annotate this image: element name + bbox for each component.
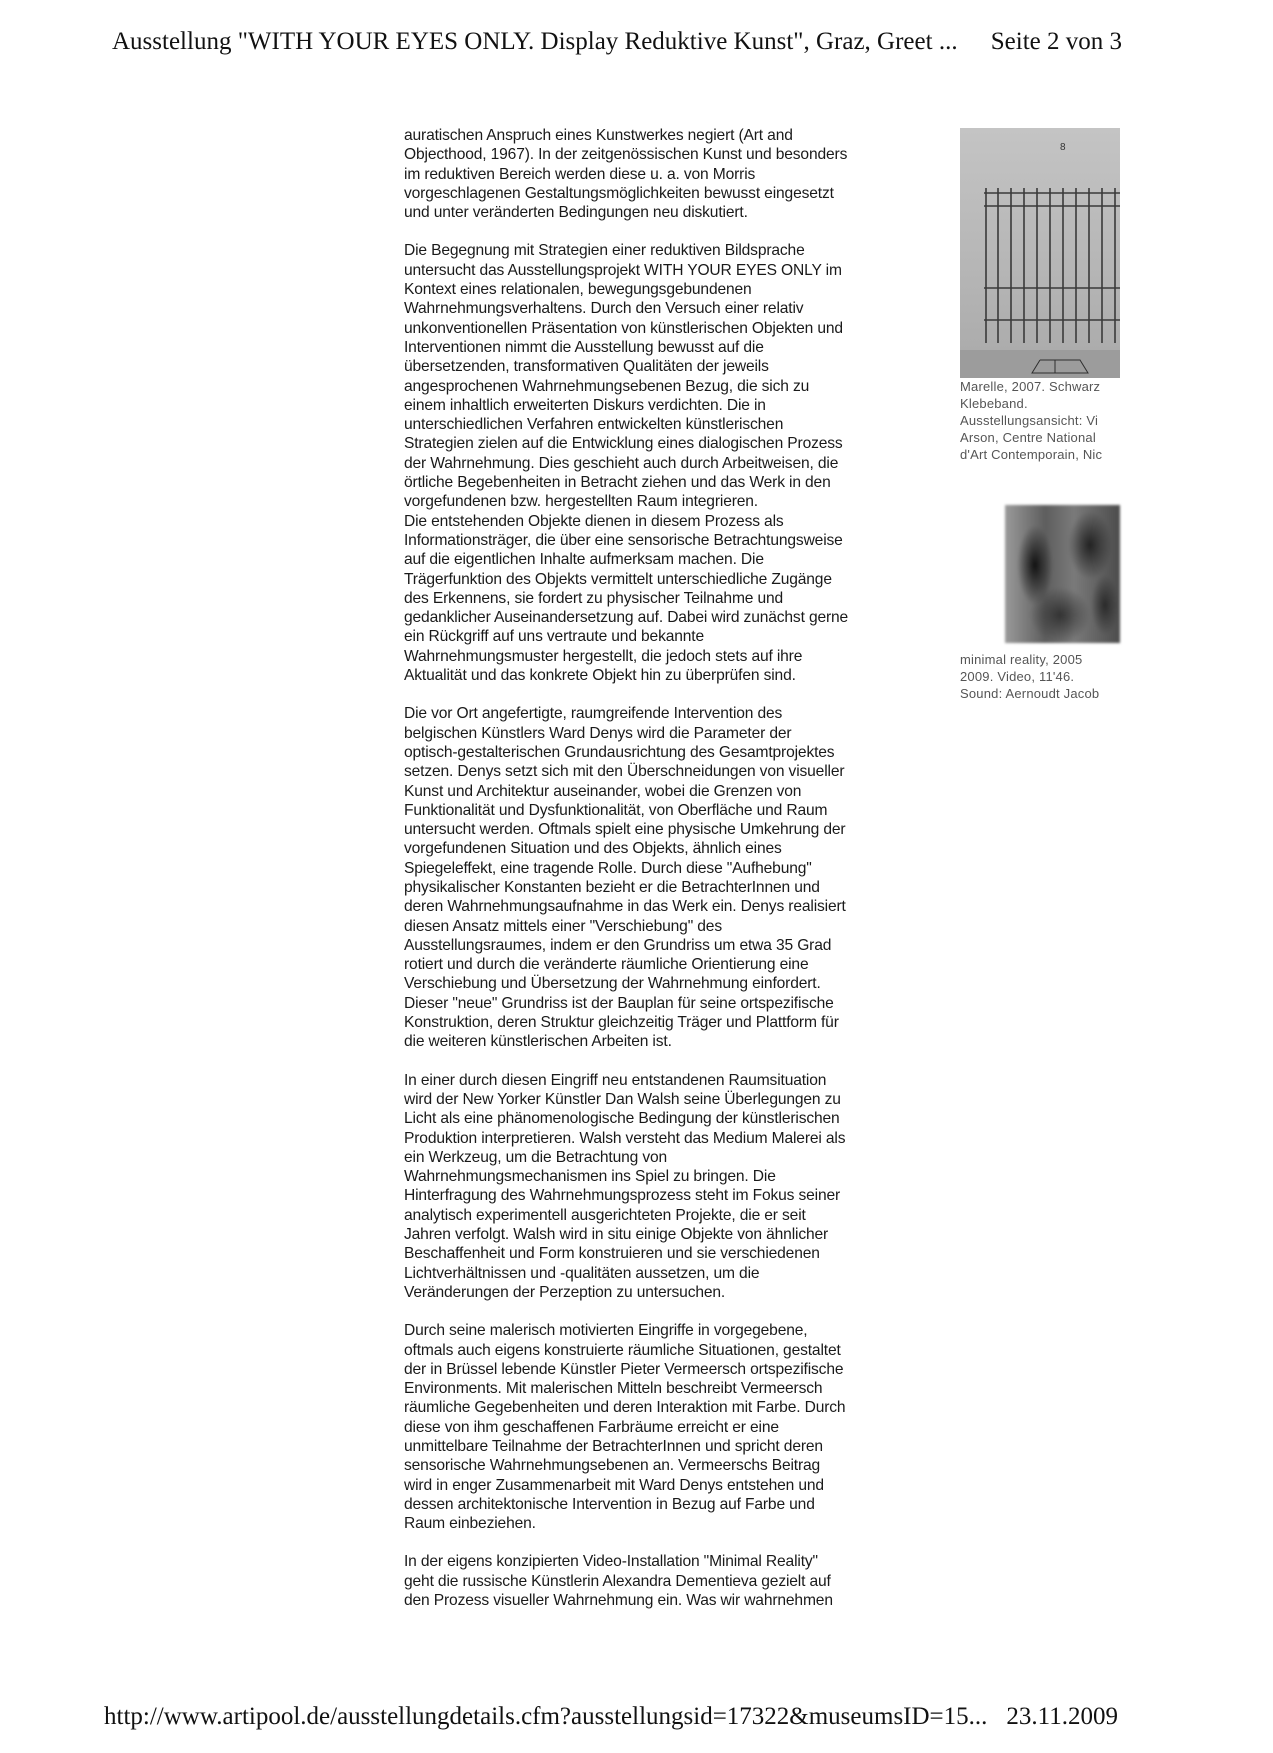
source-url: http://www.artipool.de/ausstellungdetails.cfm?ausstellungsid=17322&museumsID=15... bbox=[104, 1703, 988, 1730]
article-paragraph: In der eigens konzipierten Video-Installation "Minimal Reality" geht die russische Künstlerin Alexandra Dementieva gezielt auf den Prozess visueller Wahrnehmung ein. Was wir wahrnehmen bbox=[404, 1553, 833, 1610]
article-body bbox=[404, 126, 924, 1629]
article-paragraph: Durch seine malerisch motivierten Eingriffe in vorgegebene, oftmals auch eigens konstruierte räumliche Situationen, gestaltet der in Brüssel lebende Künstler Pieter Vermeersch ortspezifische Environments. Mit malerischen Mitteln beschreibt Vermeersch räumliche Gegebenheiten und deren Interaktion mit Farbe. Durch diese von ihm geschaffenen Farbräume erreicht er eine unmittelbare Teilnahme der BetrachterInnen und spricht deren sensorische Wahrnehmungsebenen an. Vermeerschs Beitrag wird in enger Zusammenarbeit mit Ward Denys entstehen und dessen architektonische Intervention in Bezug auf Farbe und Raum einbeziehen. bbox=[404, 1322, 846, 1533]
marelle-installation-photo bbox=[960, 128, 1120, 378]
video-still-image bbox=[1005, 505, 1120, 643]
document-title: Ausstellung "WITH YOUR EYES ONLY. Display Reduktive Kunst", Graz, Greet ... bbox=[112, 28, 958, 55]
figure-caption: Marelle, 2007. Schwarz Klebeband. Ausstellungsansicht: Vi Arson, Centre National d'Art Contemporain, Nic bbox=[960, 379, 1103, 462]
article-paragraph: Die vor Ort angefertigte, raumgreifende Intervention des belgischen Künstlers Ward Denys wird die Parameter der optisch-gestalterischen Grundausrichtung des Gesamtprojektes setzen. Denys setzt sich mit den Überschneidungen von visueller Kunst und Architektur auseinander, wobei die Grenzen von Funktionalität und Dysfunktionalität, von Oberfläche und Raum untersucht werden. Oftmals spielt eine physische Umkehrung der vorgefundenen Situation und des Objekts, ähnlich eines Spiegeleffekt, eine tragende Rolle. Durch diese "Aufhebung" physikalischer Konstanten bezieht er die BetrachterInnen und deren Wahrnehmungsaufnahme in das Werk ein. Denys realisiert diesen Ansatz mittels einer "Verschiebung" des Ausstellungsraumes, indem er den Grundriss um etwa 35 Grad rotiert und durch die veränderte räumliche Orientierung eine Verschiebung und Übersetzung der Wahrnehmung einfordert. Dieser "neue" Grundriss ist der Bauplan für seine ortspezifische Konstruktion, deren Struktur gleichzeitig Träger und Plattform für die weiteren künstlerischen Arbeiten ist. bbox=[404, 705, 846, 1051]
article-paragraph: Die Begegnung mit Strategien einer reduktiven Bildsprache untersucht das Ausstellungsprojekt WITH YOUR EYES ONLY im Kontext eines relationalen, bewegungsgebundenen Wahrnehmungsverhaltens. Durch den Versuch einer relativ unkonventionellen Präsentation von künstlerischen Objekten und Interventionen nimmt die Ausstellung bewusst auf die übersetzenden, transformativen Qualitäten der jeweils angesprochenen Wahrnehmungsebenen Bezug, die sich zu einem inhaltlich erweiterten Diskurs verdichten. Die in unterschiedlichen Verfahren entwickelten künstlerischen Strategien zielen auf die Entwicklung eines dialogischen Prozess der Wahrnehmung. Dies geschieht auch durch Arbeitweisen, die örtliche Begebenheiten in Betracht ziehen und das Werk in den vorgefundenen bzw. hergestellten Raum integrieren. Die entstehenden Objekte dienen in diesem Prozess als Informationsträger, die über eine sensorische Betrachtungsweise auf die eigentlichen Inhalte aufmerksam machen. Die Trägerfunktion des Objekts vermittelt unterschiedliche Zugänge des Erkennens, sie fordert zu physischer Teilnahme und gedanklicher Auseinandersetzung auf. Dabei wird zunächst gerne ein Rückgriff auf uns vertraute und bekannte Wahrnehmungsmuster hergestellt, die jedoch stets auf ihre Aktualität und das konkrete Objekt hin zu überprüfen sind. bbox=[404, 242, 849, 685]
figure-marelle bbox=[960, 128, 1120, 463]
print-header bbox=[112, 28, 1122, 56]
photo-label-text: 8 bbox=[1060, 142, 1066, 153]
article-paragraph: auratischen Anspruch eines Kunstwerkes negiert (Art and Objecthood, 1967). In der zeitgenössischen Kunst und besonders im reduktiven Bereich werden diese u. a. von Morris vorgeschlagenen Gestaltungsmöglichkeiten bewusst eingesetzt und unter veränderten Bedingungen neu diskutiert. bbox=[404, 127, 848, 222]
print-footer bbox=[104, 1703, 1118, 1731]
grid-drawing bbox=[960, 128, 1120, 378]
print-date: 23.11.2009 bbox=[1006, 1703, 1118, 1730]
figure-caption: minimal reality, 2005 2009. Video, 11'46. Sound: Aernoudt Jacob bbox=[960, 652, 1100, 701]
page-number: Seite 2 von 3 bbox=[990, 28, 1122, 55]
article-paragraph: In einer durch diesen Eingriff neu entstandenen Raumsituation wird der New Yorker Künstler Dan Walsh seine Überlegungen zu Licht als eine phänomenologische Bedingung der künstlerischen Produktion interpretieren. Walsh versteht das Medium Malerei als ein Werkzeug, um die Betrachtung von Wahrnehmungsmechanismen ins Spiel zu bringen. Die Hinterfragung des Wahrnehmungsprozess steht im Fokus seiner analytisch experimentell ausgerichteten Projekte, die er seit Jahren verfolgt. Walsh wird in situ einige Objekte von ähnlicher Beschaffenheit und Form konstruieren und sie verschiedenen Lichtverhältnissen und -qualitäten aussetzen, um die Veränderungen der Perzeption zu untersuchen. bbox=[404, 1071, 846, 1301]
figure-minimal-reality bbox=[960, 505, 1120, 702]
